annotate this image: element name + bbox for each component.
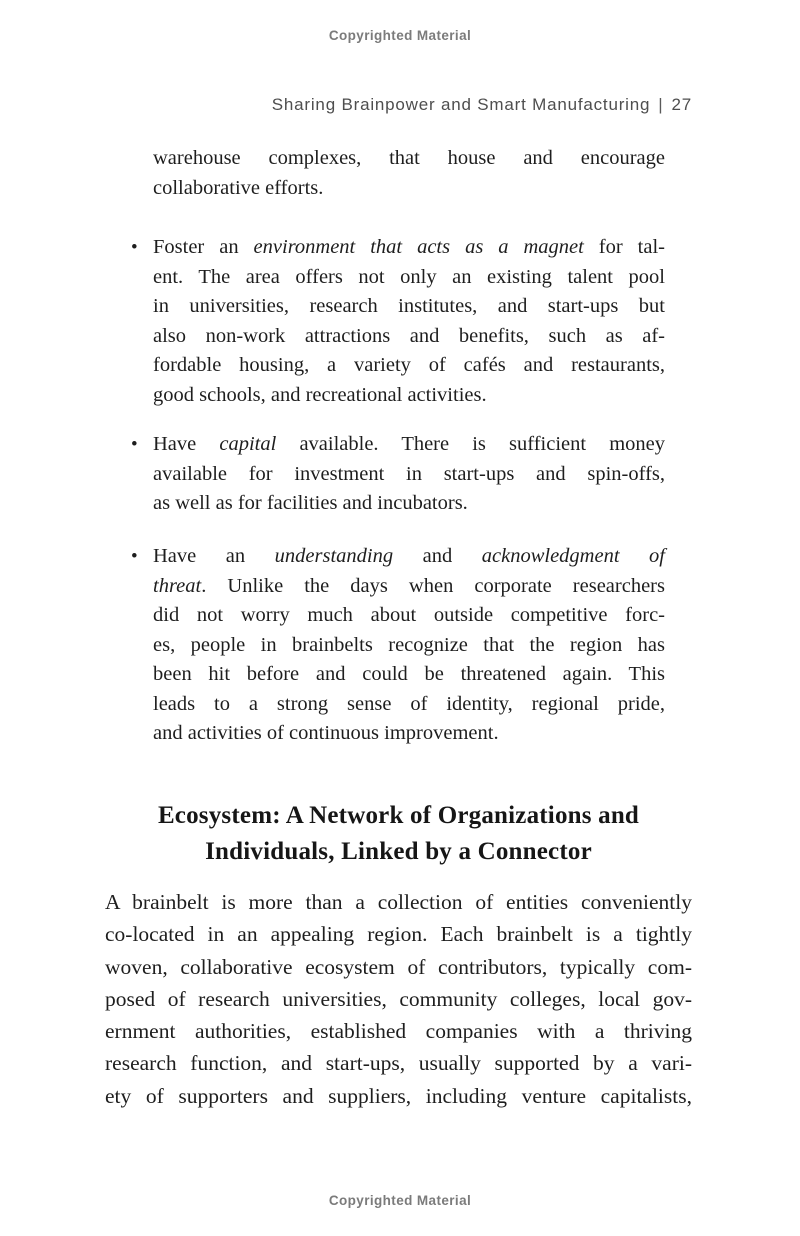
- text-line: warehouse complexes, that house and encourage: [153, 147, 665, 169]
- text-line: fordable housing, a variety of cafés and restaurants,: [153, 354, 665, 376]
- text-line: Foster an environment that acts as a magnet for tal-: [153, 236, 665, 258]
- text-line: available for investment in start-ups and spin-offs,: [153, 462, 665, 485]
- section-heading-line2: Individuals, Linked by a Connector: [205, 838, 592, 865]
- text-line: es, people in brainbelts recognize that the region has: [153, 633, 665, 656]
- text-line: collaborative efforts.: [153, 176, 324, 199]
- bullet-text-capital: [153, 430, 665, 519]
- running-header: [105, 95, 692, 115]
- text-line: ent. The area offers not only an existing talent pool: [153, 265, 665, 288]
- bullet-icon: •: [131, 546, 138, 567]
- text-line: as well as for facilities and incubators.: [153, 492, 468, 514]
- text-line: and activities of continuous improvement.: [153, 722, 499, 744]
- text-line: threat. Unlike the days when corporate researchers: [153, 574, 665, 597]
- bullet-item-threat: [130, 542, 665, 749]
- text-line: leads to a strong sense of identity, regional pride,: [153, 692, 665, 715]
- text-line: been hit before and could be threatened again. This: [153, 663, 665, 685]
- paragraph-continuation: [153, 144, 665, 203]
- section-heading: [105, 798, 692, 870]
- header-separator: |: [658, 95, 664, 114]
- text-line: in universities, research institutes, and start-ups but: [153, 295, 665, 317]
- paragraph-ecosystem: [105, 886, 692, 1112]
- section-heading-line1: Ecosystem: A Network of Organizations and: [157, 802, 640, 829]
- running-header-title: Sharing Brainpower and Smart Manufacturing: [271, 95, 651, 114]
- text-line: Have capital available. There is sufficient money: [153, 433, 665, 455]
- text-line: also non-work attractions and benefits, such as af-: [153, 324, 665, 347]
- bullet-item-capital: [130, 430, 665, 519]
- text-line: research function, and start-ups, usually supported by a vari-: [105, 1051, 692, 1076]
- page-number: 27: [671, 95, 692, 114]
- bullet-text-environment: [153, 233, 665, 410]
- bullet-text-threat: [153, 542, 665, 749]
- bullet-icon: •: [131, 434, 138, 455]
- text-line: posed of research universities, community colleges, local gov-: [105, 986, 692, 1011]
- text-line: co-located in an appealing region. Each brainbelt is a tightly: [105, 922, 692, 947]
- text-line: ernment authorities, established companies with a thriving: [105, 1019, 692, 1044]
- text-line: ety of supporters and suppliers, including venture capitalists,: [105, 1083, 692, 1108]
- text-line: Have an understanding and acknowledgment of: [153, 545, 665, 567]
- text-line: did not worry much about outside competitive forc-: [153, 604, 665, 626]
- bullet-item-environment: [130, 233, 665, 410]
- text-line: A brainbelt is more than a collection of entities conveniently: [105, 890, 692, 914]
- bullet-icon: •: [131, 237, 138, 258]
- copyright-banner-top: Copyrighted Material: [328, 28, 472, 43]
- text-line: good schools, and recreational activities.: [153, 383, 487, 406]
- text-line: woven, collaborative ecosystem of contributors, typically com-: [105, 954, 692, 979]
- copyright-banner-bottom: Copyrighted Material: [328, 1193, 472, 1208]
